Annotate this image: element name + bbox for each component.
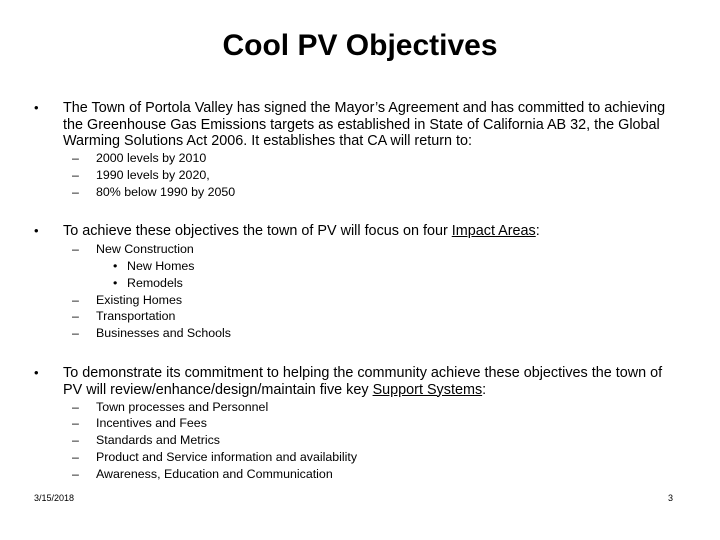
bullet-marker: • [113,276,118,290]
sub-item-text: Businesses and Schools [96,326,232,340]
sub-item-text: Incentives and Fees [96,416,207,430]
sub-item-text: 1990 levels by 2020, [96,168,210,182]
sub-item-text: New Construction [96,242,194,256]
footer-date: 3/15/2018 [34,493,75,503]
dash-marker: – [72,185,79,199]
bullet-marker: • [34,365,39,380]
bullet-1-text: The Town of Portola Valley has signed the Mayor’s Agreement and has committed to achieving the Greenhouse Gas Emissions targets as established in State of California AB 32, the Global Warming Solutions Act 2006. It establishes that CA will return to: [63,100,666,149]
sub-item-text: Awareness, Education and Communication [96,467,333,481]
bullet-3-text [63,365,683,398]
dash-marker: – [72,450,79,464]
page-number: 3 [668,493,674,503]
dash-marker: – [72,151,79,165]
sub-sub-item-text: New Homes [127,259,195,273]
sub-sub-item-text: Remodels [127,276,183,290]
support-systems-link[interactable]: Support Systems [372,381,483,398]
sub-item-text: Existing Homes [96,293,183,307]
bullet-2-text [63,223,683,240]
dash-marker: – [72,433,79,447]
dash-marker: – [72,400,79,414]
bullet-marker: • [113,259,118,273]
bullet-3-text-start: To demonstrate its commitment to helping the community achieve these objectives the town of PV will review/enhance/design/maintain five key [63,365,663,398]
slide-title: Cool PV Objectives [222,29,498,62]
sub-item-text: Standards and Metrics [96,433,220,447]
sub-item-text: 80% below 1990 by 2050 [96,185,236,199]
dash-marker: – [72,467,79,481]
bullet-marker: • [34,223,39,238]
dash-marker: – [72,416,79,430]
bullet-3-text-end: : [482,381,487,398]
dash-marker: – [72,309,79,323]
sub-item-text: Town processes and Personnel [96,400,269,414]
bullet-2-text-end: : [535,223,540,239]
dash-marker: – [72,242,79,256]
dash-marker: – [72,168,79,182]
dash-marker: – [72,326,79,340]
sub-item-text: Product and Service information and availability [96,450,358,464]
impact-areas-link[interactable]: Impact Areas [451,223,536,239]
bullet-2-text-start: To achieve these objectives the town of PV will focus on four [63,223,452,239]
sub-item-text: 2000 levels by 2010 [96,151,207,165]
dash-marker: – [72,293,79,307]
sub-item-text: Transportation [96,309,176,323]
bullet-marker: • [34,100,39,115]
